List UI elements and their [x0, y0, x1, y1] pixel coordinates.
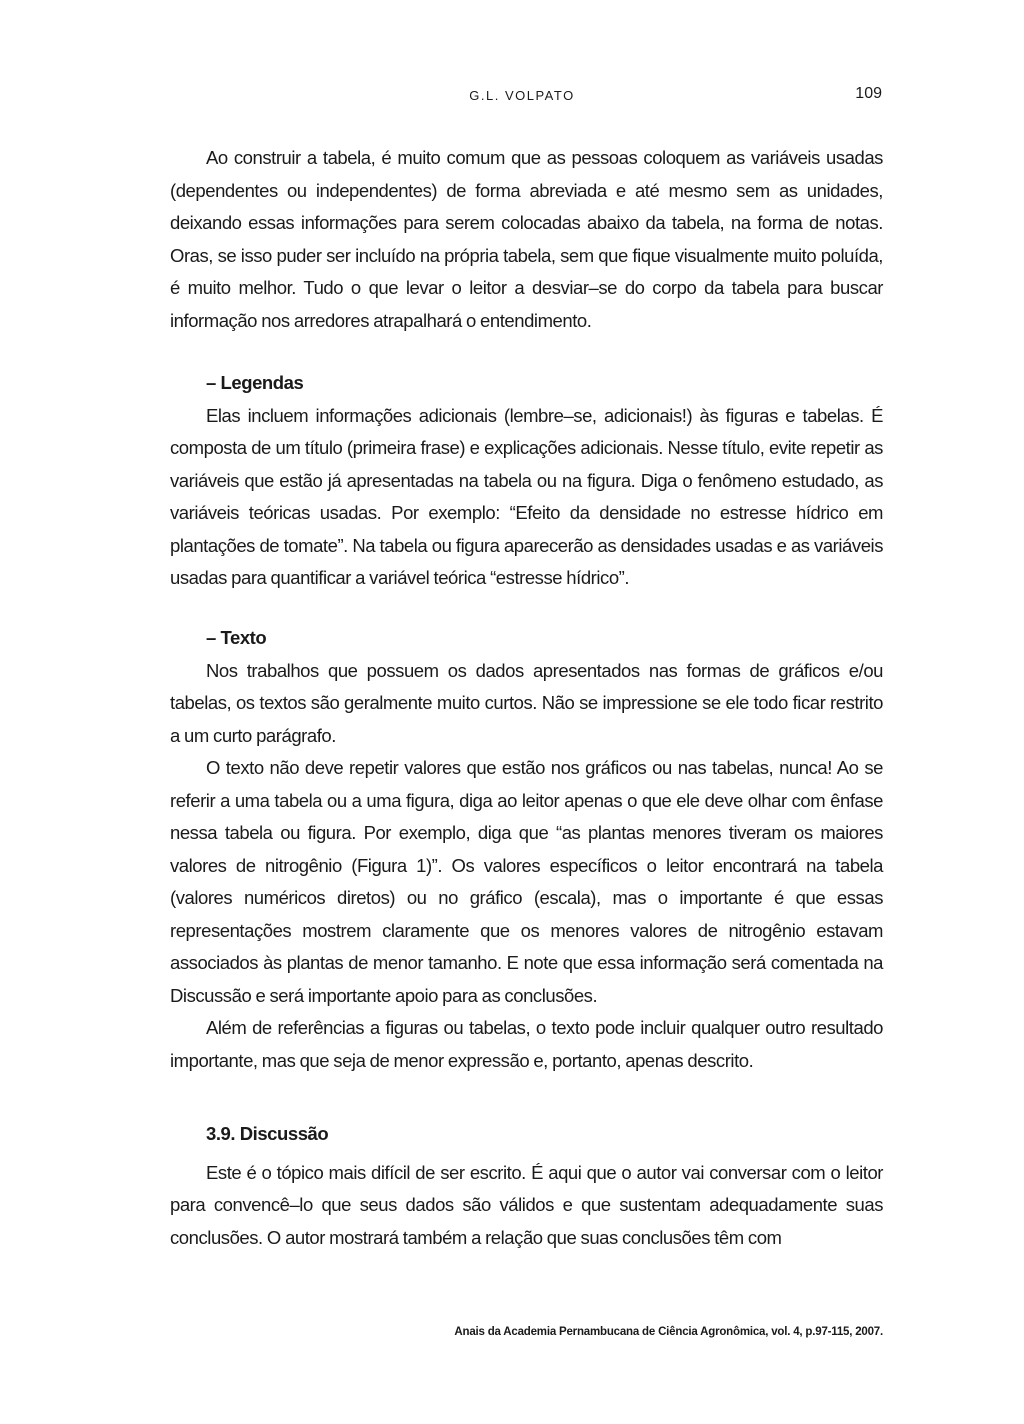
paragraph-legendas: Elas incluem informações adicionais (lembre–se, adicionais!) às figuras e tabelas. É composta de um título (primeira frase) e explicações adicionais. Nesse título, evite repetir as variáveis que estão já apresentadas na tabela ou na figura. Diga o fenômeno estudado, as variáveis teóricas usadas. Por exemplo: “Efeito da densidade no estresse hídrico em plantações de tomate”. Na tabela ou figura aparecerão as densidades usadas e as variáveis usadas para quantificar a variável teórica “estresse hídrico”.: [170, 404, 883, 588]
texto-section: [170, 622, 883, 1077]
legendas-section: [170, 367, 883, 595]
discussao-section: [170, 1118, 883, 1254]
paragraph-texto-short: Nos trabalhos que possuem os dados apresentados nas formas de gráficos e/ou tabelas, os textos são geralmente muito curtos. Não se impressione se ele todo ficar restrito a um curto parágrafo.: [170, 659, 883, 746]
page-number: 109: [855, 85, 882, 102]
paragraph-texto-values: O texto não deve repetir valores que estão nos gráficos ou nas tabelas, nunca! Ao se referir a uma tabela ou a uma figura, diga ao leitor apenas o que ele deve olhar com ênfase nessa tabela ou figura. Por exemplo, diga que “as plantas menores tiveram os maiores valores de nitrogênio (Figura 1)”. Os valores específicos o leitor encontrará na tabela (valores numéricos diretos) ou no gráfico (escala), mas o importante é que essas representações mostrem claramente que os menores valores de nitrogênio estavam associados às plantas de menor tamanho. E note que essa informação será comentada na Discussão e será importante apoio para as conclusões.: [170, 757, 883, 1006]
discussao-heading: 3.9. Discussão: [206, 1123, 329, 1144]
texto-heading: – Texto: [206, 627, 267, 648]
legendas-heading: – Legendas: [206, 372, 304, 393]
paragraph-texto-other-results: Além de referências a figuras ou tabelas, o texto pode incluir qualquer outro resultado importante, mas que seja de menor expressão e, portanto, apenas descrito.: [170, 1017, 883, 1071]
paragraph-table-abbreviations: Ao construir a tabela, é muito comum que as pessoas coloquem as variáveis usadas (dependentes ou independentes) de forma abreviada e até mesmo sem as unidades, deixando essas informações para serem colocadas abaixo da tabela, na forma de notas. Oras, se isso puder ser incluído na própria tabela, sem que fique visualmente muito poluída, é muito melhor. Tudo o que levar o leitor a desviar–se do corpo da tabela para buscar informação nos arredores atrapalhará o entendimento.: [170, 147, 883, 331]
running-header-author: G.L. VOLPATO: [469, 88, 575, 103]
footer-citation: Anais da Academia Pernambucana de Ciência Agronômica, vol. 4, p.97-115, 2007.: [454, 1326, 883, 1338]
paragraph-discussao: Este é o tópico mais difícil de ser escrito. É aqui que o autor vai conversar com o leitor para convencê–lo que seus dados são válidos e que sustentam adequadamente suas conclusões. O autor mostrará também a relação que suas conclusões têm com: [170, 1161, 883, 1248]
intro-section: [170, 142, 883, 337]
